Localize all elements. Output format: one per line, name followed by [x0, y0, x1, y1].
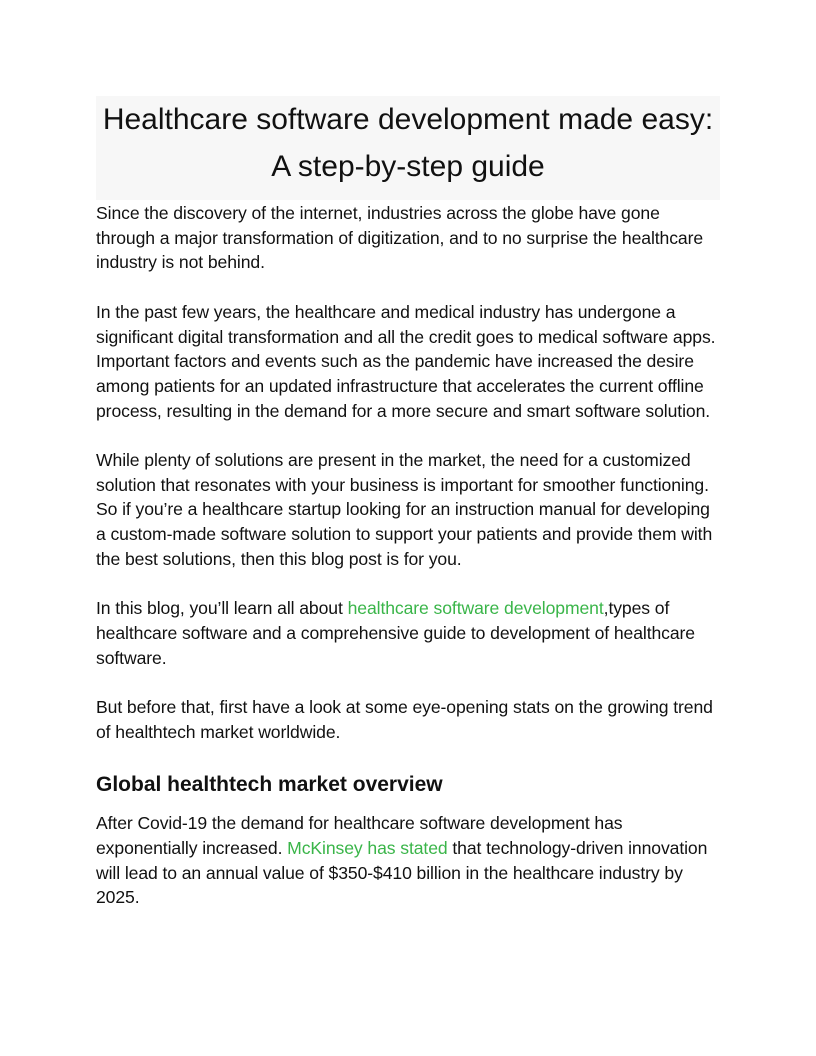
- blog-overview-text-end: ,types of healthcare software and a comprehensive guide to development of healthcare software.: [96, 598, 695, 668]
- section-heading: Global healthtech market overview: [96, 773, 443, 797]
- market-overview-paragraph: [96, 811, 720, 910]
- market-overview-text-end: that technology-driven innovation will lead to an annual value of $350-$410 billion in the healthcare industry by 2025.: [96, 837, 708, 908]
- healthcare-software-development-link[interactable]: healthcare software development: [347, 598, 604, 619]
- intro-paragraph: Since the discovery of the internet, industries across the globe have gone through a major transformation of digitization, and to no surprise the healthcare industry is not behind.: [96, 203, 704, 273]
- blog-overview-text-start: In this blog, you’ll learn all about: [96, 598, 348, 619]
- market-overview-text-start: After Covid-19 the demand for healthcare software development has exponentially increased.: [96, 813, 623, 858]
- solutions-paragraph: While plenty of solutions are present in the market, the need for a customized solution that resonates with your business is important for smoother functioning. So if you’re a healthcare startup looking for an instruction manual for developing a custom-made software solution to support your patients and provide them with the best solutions, then this blog post is for you.: [96, 450, 713, 569]
- blog-overview-paragraph: [96, 596, 720, 670]
- title-line-1: Healthcare software development made easy:: [102, 103, 714, 136]
- document-title: [96, 96, 720, 200]
- title-line-2: A step-by-step guide: [271, 150, 545, 183]
- mckinsey-link[interactable]: McKinsey has stated: [287, 837, 448, 858]
- transformation-paragraph: In the past few years, the healthcare and medical industry has undergone a significant digital transformation and all the credit goes to medical software apps. Important factors and events such as the pandemic have increased the desire among patients for an updated infrastructure that accelerates the current offline process, resulting in the demand for a more secure and smart software solution.: [96, 301, 716, 421]
- stats-intro-paragraph: But before that, first have a look at some eye-opening stats on the growing trend of healthtech market worldwide.: [96, 697, 713, 742]
- document-page: [96, 96, 720, 935]
